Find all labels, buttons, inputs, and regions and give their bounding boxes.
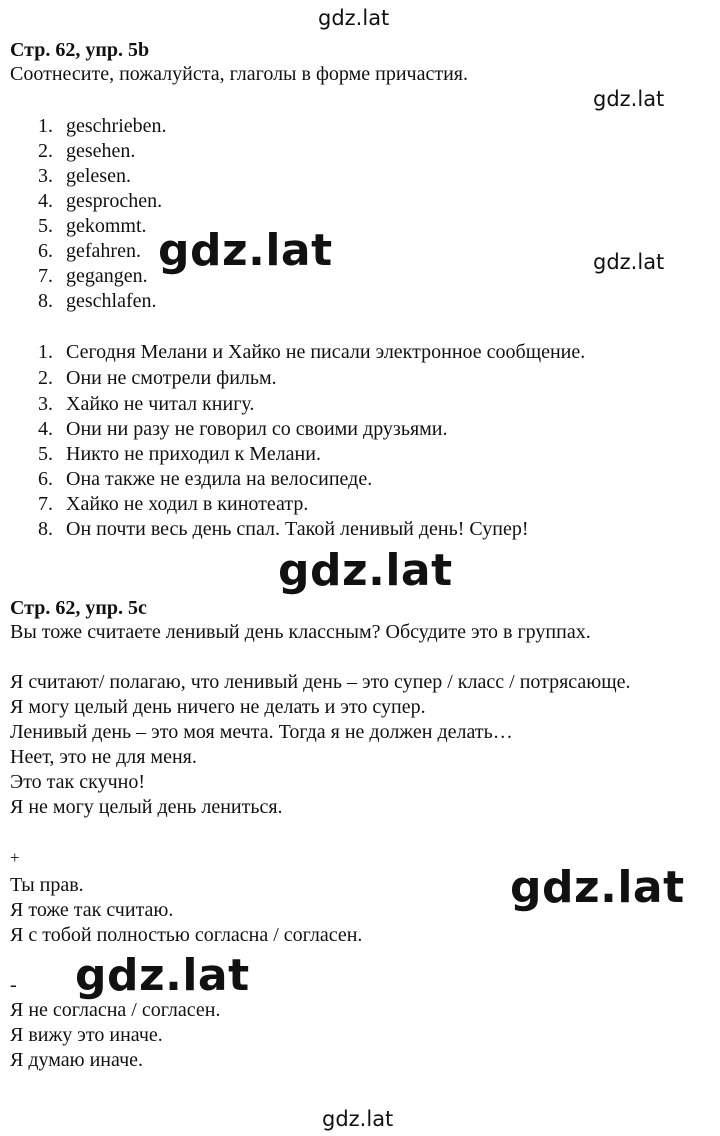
agree-marker: + bbox=[10, 848, 20, 867]
list-item: 1. Сегодня Мелани и Хайко не писали электронное сообщение. bbox=[38, 341, 586, 363]
watermark-top: gdz.lat bbox=[318, 6, 390, 30]
opinion-line: Неет, это не для меня. bbox=[10, 746, 197, 768]
disagree-line: Я не согласна / согласен. bbox=[10, 999, 221, 1021]
watermark-large-4: gdz.lat bbox=[75, 950, 250, 1001]
opinion-line: Я считают/ полагаю, что ленивый день – это супер / класс / потрясающе. bbox=[10, 671, 631, 693]
section-5c-instruction: Вы тоже считаете ленивый день классным? Обсудите это в группах. bbox=[10, 621, 591, 643]
section-5b-heading: Стр. 62, упр. 5b bbox=[10, 39, 150, 61]
list-item: 7. gegangen. bbox=[38, 265, 148, 287]
opinion-line: Я могу целый день ничего не делать и это супер. bbox=[10, 696, 426, 718]
list-item: 4. Они ни разу не говорил со своими друзьями. bbox=[38, 418, 448, 440]
list-item: 3. Хайко не читал книгу. bbox=[38, 393, 255, 415]
section-5b-instruction: Соотнесите, пожалуйста, глаголы в форме причастия. bbox=[10, 63, 468, 85]
agree-line: Я с тобой полностью согласна / согласен. bbox=[10, 924, 363, 946]
list-item: 7. Хайко не ходил в кинотеатр. bbox=[38, 493, 309, 515]
list-item: 5. Никто не приходил к Мелани. bbox=[38, 443, 321, 465]
watermark-large-3: gdz.lat bbox=[510, 862, 685, 913]
agree-line: Ты прав. bbox=[10, 874, 84, 896]
list-item: 5. gekommt. bbox=[38, 215, 147, 237]
disagree-marker: - bbox=[10, 974, 17, 996]
opinion-line: Ленивый день – это моя мечта. Тогда я не должен делать… bbox=[10, 721, 513, 743]
section-5c-heading: Стр. 62, упр. 5c bbox=[10, 597, 147, 619]
watermark-large-1: gdz.lat bbox=[158, 225, 333, 276]
opinion-line: Я не могу целый день лениться. bbox=[10, 796, 283, 818]
watermark-bottom: gdz.lat bbox=[322, 1107, 394, 1131]
agree-line: Я тоже так считаю. bbox=[10, 899, 174, 921]
list-item: 4. gesprochen. bbox=[38, 190, 163, 212]
list-item: 6. Она также не ездила на велосипеде. bbox=[38, 468, 373, 490]
list-item: 1. geschrieben. bbox=[38, 115, 167, 137]
list-item: 2. gesehen. bbox=[38, 140, 136, 162]
disagree-line: Я вижу это иначе. bbox=[10, 1024, 163, 1046]
watermark-large-2: gdz.lat bbox=[278, 545, 453, 596]
list-item: 6. gefahren. bbox=[38, 240, 141, 262]
disagree-line: Я думаю иначе. bbox=[10, 1049, 144, 1071]
list-item: 8. geschlafen. bbox=[38, 290, 157, 312]
watermark-right-1: gdz.lat bbox=[593, 87, 665, 111]
list-item: 8. Он почти весь день спал. Такой ленивый день! Супер! bbox=[38, 518, 529, 540]
watermark-right-2: gdz.lat bbox=[593, 250, 665, 274]
list-item: 3. gelesen. bbox=[38, 165, 131, 187]
list-item: 2. Они не смотрели фильм. bbox=[38, 367, 277, 389]
opinion-line: Это так скучно! bbox=[10, 771, 145, 793]
